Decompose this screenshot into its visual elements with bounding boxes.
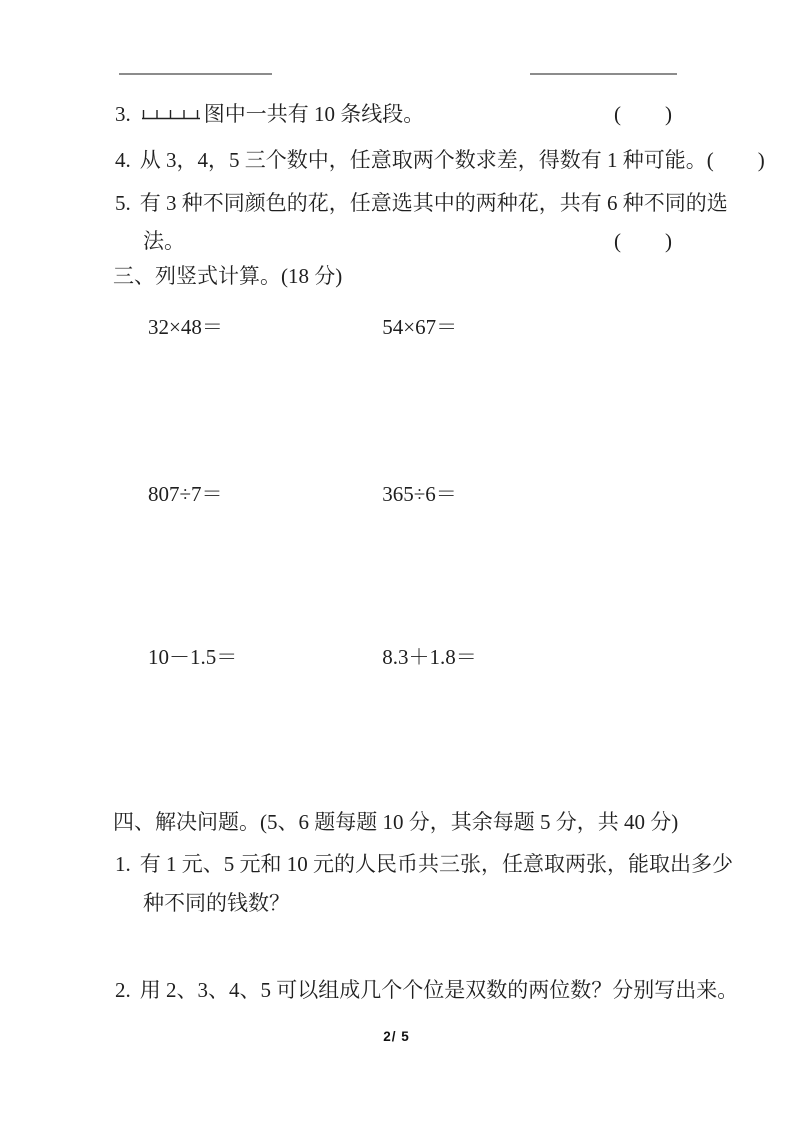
calc-row-2 xyxy=(148,482,457,507)
calc-problem: 10－1.5＝ xyxy=(148,645,238,669)
paren-close: ) xyxy=(757,148,765,172)
page-number: 2/ 5 xyxy=(383,1029,410,1044)
solve-item-2-line1 xyxy=(115,978,739,1003)
answer-bracket xyxy=(614,229,672,254)
calc-problem: 32×48＝ xyxy=(148,315,223,339)
judge-item-text: 从 3，4，5 三个数中，任意取两个数求差，得数有 1 种可能。 xyxy=(139,148,707,172)
judge-item-4 xyxy=(115,148,765,173)
solve-item-text: 有 1 元、5 元和 10 元的人民币共三张，任意取两张，能取出多少 xyxy=(139,852,733,876)
solve-item-text: 用 2、3、4、5 可以组成几个个位是双数的两位数？分别写出来。 xyxy=(139,978,739,1002)
paren-close: ) xyxy=(665,102,672,126)
calc-problem: 365÷6＝ xyxy=(382,482,457,506)
answer-bracket xyxy=(614,102,672,127)
solve-item-text: 种不同的钱数？ xyxy=(143,891,290,915)
calc-problem: 54×67＝ xyxy=(382,315,458,339)
calc-problem: 807÷7＝ xyxy=(148,482,223,506)
section-solve-title: 四、解决问题。(5、6 题每题 10 分，其余每题 5 分，共 40 分) xyxy=(113,810,679,834)
paren-open: ( xyxy=(706,148,714,172)
calc-row-3 xyxy=(148,645,477,670)
judge-item-5-line1 xyxy=(115,191,728,216)
paren-open: ( xyxy=(614,102,621,126)
solve-item-1-line1 xyxy=(115,852,733,877)
answer-bracket xyxy=(707,148,765,173)
item-number: 2. xyxy=(115,978,131,1002)
paren-open: ( xyxy=(614,229,621,253)
judge-item-5-line2 xyxy=(143,229,672,254)
item-number: 4. xyxy=(115,148,131,172)
item-number: 3. xyxy=(115,102,131,126)
section-calc-title: 三、列竖式计算。(18 分) xyxy=(113,264,343,288)
line-segment-diagram-icon xyxy=(141,102,201,127)
judge-item-text: 有 3 种不同颜色的花，任意选其中的两种花，共有 6 种不同的选 xyxy=(139,191,728,215)
calc-problem: 8.3＋1.8＝ xyxy=(382,645,477,669)
judge-item-text: 图中一共有 10 条线段。 xyxy=(203,102,425,126)
blank-underline-right xyxy=(530,73,677,75)
blank-underline-left xyxy=(119,73,272,75)
solve-item-1-line2 xyxy=(143,891,672,916)
paren-close: ) xyxy=(665,229,672,253)
calc-row-1 xyxy=(148,315,457,340)
item-number: 5. xyxy=(115,191,131,215)
judge-item-3 xyxy=(115,102,672,127)
item-number: 1. xyxy=(115,852,131,876)
judge-item-text: 法。 xyxy=(143,229,185,253)
